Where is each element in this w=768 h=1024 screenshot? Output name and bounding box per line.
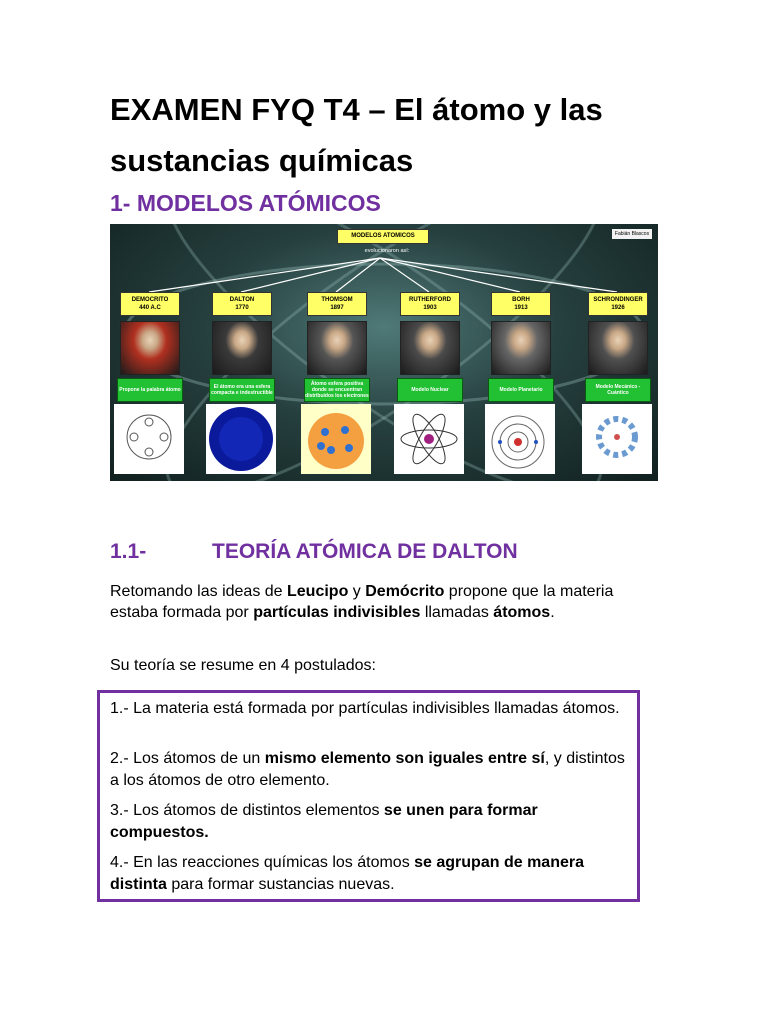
- atom-model-diagram: [114, 404, 184, 474]
- text-run: y: [348, 583, 366, 600]
- text-run: 2.- Los átomos de un: [110, 750, 265, 767]
- scientist-portrait: [120, 321, 180, 375]
- bold-text: se agrupan de manera distinta: [110, 854, 584, 893]
- postulate-2: [110, 748, 630, 792]
- atom-orbit-background: [110, 224, 658, 481]
- model-label: [400, 292, 460, 316]
- model-year: 1770: [235, 305, 249, 311]
- text-run: 4.- En las reacciones químicas los átomos: [110, 854, 415, 871]
- diagram-graphic: [301, 404, 371, 474]
- model-label: [212, 292, 272, 316]
- atom-model-diagram: [582, 404, 652, 474]
- model-label: [307, 292, 367, 316]
- model-description: Modelo Planetario: [488, 378, 554, 402]
- text-run: para formar sustancias nuevas.: [166, 876, 395, 893]
- model-description: El átomo era una esfera compacta e indestructible: [209, 378, 275, 402]
- model-name: THOMSOM: [321, 297, 353, 303]
- model-name: DALTON: [229, 297, 255, 303]
- map-title: MODELOS ATOMICOS: [337, 229, 429, 244]
- author-tag: Fabián Blascos: [612, 229, 652, 239]
- postulate-4: [110, 852, 630, 896]
- bold-text: átomos: [493, 604, 551, 621]
- text-run: 3.- Los átomos de distintos elementos: [110, 802, 384, 819]
- diagram-graphic: [582, 404, 652, 474]
- text-run: 1.- La materia está formada por partículas indivisibles llamadas átomos.: [110, 700, 620, 717]
- text-run: llamadas: [420, 604, 494, 621]
- atomic-models-concept-map: [110, 224, 658, 481]
- page-title: EXAMEN FYQ T4 – El átomo y las sustancias químicas: [110, 92, 603, 178]
- model-name: SCHRONDINGER: [593, 297, 643, 303]
- model-year: 1903: [423, 305, 437, 311]
- model-label: [588, 292, 648, 316]
- model-year: 440 A.C: [139, 305, 161, 311]
- bold-text: mismo elemento son iguales entre sí: [264, 750, 545, 767]
- atom-model-diagram: [301, 404, 371, 474]
- model-name: RUTHERFORD: [409, 297, 451, 303]
- section-heading-modelos: 1- MODELOS ATÓMICOS: [110, 190, 381, 216]
- diagram-graphic: [114, 404, 184, 474]
- model-description: Modelo Nuclear: [397, 378, 463, 402]
- model-description: Modelo Mecánico - Cuántico: [585, 378, 651, 402]
- model-name: BORH: [512, 297, 530, 303]
- bold-text: partículas indivisibles: [253, 604, 421, 621]
- diagram-graphic: [485, 404, 555, 474]
- model-description: Átomo esfera positiva donde se encuentran distribuidos los electrones: [304, 378, 370, 402]
- model-label: [491, 292, 551, 316]
- atom-model-diagram: [394, 404, 464, 474]
- scientist-portrait: [400, 321, 460, 375]
- bold-text: se unen para formar compuestos.: [110, 802, 538, 841]
- model-year: 1913: [514, 305, 528, 311]
- bold-text: Leucipo: [287, 583, 349, 600]
- scientist-portrait: [588, 321, 648, 375]
- scientist-portrait: [307, 321, 367, 375]
- atom-model-diagram: [206, 404, 276, 474]
- section-heading-dalton: [110, 540, 518, 564]
- model-label: [120, 292, 180, 316]
- diagram-graphic: [206, 404, 276, 474]
- section-title: TEORÍA ATÓMICA DE DALTON: [212, 540, 518, 563]
- map-subtitle: evolucionaron así:: [364, 248, 410, 254]
- scientist-portrait: [491, 321, 551, 375]
- postulate-3: [110, 800, 630, 844]
- scientist-portrait: [212, 321, 272, 375]
- atom-model-diagram: [485, 404, 555, 474]
- intro-paragraph: [110, 581, 630, 623]
- model-year: 1926: [611, 305, 625, 311]
- text-run: , y distintos a los átomos de otro elemento.: [110, 750, 625, 789]
- model-description: Propone la palabra átomo: [117, 378, 183, 402]
- postulate-1: [110, 698, 630, 720]
- diagram-graphic: [394, 404, 464, 474]
- model-year: 1897: [330, 305, 344, 311]
- text-run: propone que la materia estaba formada por: [110, 583, 614, 621]
- section-number: 1.1-: [110, 540, 147, 563]
- text-run: Retomando las ideas de: [110, 583, 287, 600]
- postulates-box: [97, 690, 640, 902]
- model-name: DEMOCRITO: [131, 297, 169, 303]
- text-run: .: [550, 604, 555, 621]
- bold-text: Demócrito: [365, 583, 445, 600]
- summary-paragraph: Su teoría se resume en 4 postulados:: [110, 657, 376, 674]
